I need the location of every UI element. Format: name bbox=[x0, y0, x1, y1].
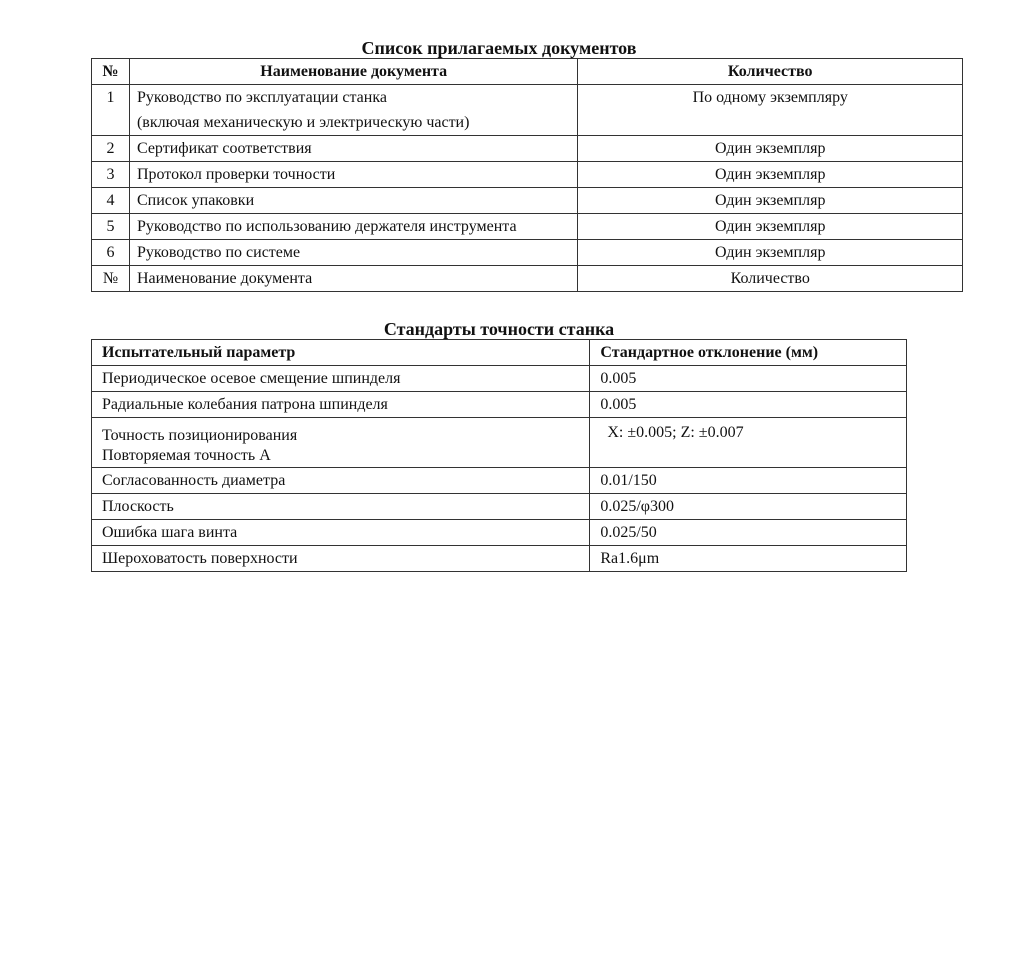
row-name: Протокол проверки точности bbox=[129, 162, 577, 188]
table-row bbox=[92, 188, 963, 214]
header-param: Испытательный параметр bbox=[92, 340, 590, 366]
row-num: 2 bbox=[92, 136, 130, 162]
row-num: 1 bbox=[92, 85, 130, 136]
row-param bbox=[92, 418, 590, 468]
table-row bbox=[92, 266, 963, 292]
docs-section-title: Список прилагаемых документов bbox=[361, 38, 637, 58]
row-value: 0.01/150 bbox=[590, 468, 907, 494]
row-num: 5 bbox=[92, 214, 130, 240]
row-name-line: Руководство по эксплуатации станка bbox=[136, 89, 387, 106]
row-param: Ошибка шага винта bbox=[92, 520, 590, 546]
table-row bbox=[92, 366, 907, 392]
table-row bbox=[92, 418, 907, 468]
row-value: 0.025/50 bbox=[590, 520, 907, 546]
table-row bbox=[92, 520, 907, 546]
header-num: № bbox=[92, 59, 130, 85]
row-num: 4 bbox=[92, 188, 130, 214]
row-param: Согласованность диаметра bbox=[92, 468, 590, 494]
row-name bbox=[129, 85, 577, 136]
accuracy-section-title: Стандарты точности станка bbox=[383, 319, 615, 339]
table-row bbox=[92, 546, 907, 572]
row-value: 0.005 bbox=[590, 366, 907, 392]
row-value: 0.005 bbox=[590, 392, 907, 418]
header-name: Наименование документа bbox=[129, 59, 577, 85]
documents-table bbox=[91, 58, 963, 292]
row-value: X: ±0.005; Z: ±0.007 bbox=[590, 418, 907, 468]
table-row bbox=[92, 468, 907, 494]
row-param-line: Повторяемая точность A bbox=[102, 447, 271, 464]
row-value: 0.025/φ300 bbox=[590, 494, 907, 520]
table-row bbox=[92, 214, 963, 240]
row-name: Наименование документа bbox=[129, 266, 577, 292]
table-row bbox=[92, 162, 963, 188]
row-name: Руководство по использованию держателя инструмента bbox=[129, 214, 577, 240]
table-header-row bbox=[92, 59, 963, 85]
row-name: Руководство по системе bbox=[129, 240, 577, 266]
row-name-line: (включая механическую и электрическую части) bbox=[136, 114, 470, 131]
table-row bbox=[92, 85, 963, 136]
row-param: Шероховатость поверхности bbox=[92, 546, 590, 572]
row-num: 6 bbox=[92, 240, 130, 266]
table-row bbox=[92, 136, 963, 162]
row-param: Периодическое осевое смещение шпинделя bbox=[92, 366, 590, 392]
row-qty: Один экземпляр bbox=[578, 136, 963, 162]
row-name: Сертификат соответствия bbox=[129, 136, 577, 162]
row-value: Ra1.6μm bbox=[590, 546, 907, 572]
row-param: Радиальные колебания патрона шпинделя bbox=[92, 392, 590, 418]
row-param: Плоскость bbox=[92, 494, 590, 520]
table-row bbox=[92, 240, 963, 266]
table-row bbox=[92, 392, 907, 418]
row-param-line: Точность позиционирования bbox=[102, 427, 298, 444]
row-num: № bbox=[92, 266, 130, 292]
row-qty: По одному экземпляру bbox=[578, 85, 963, 136]
row-qty: Один экземпляр bbox=[578, 214, 963, 240]
table-header-row bbox=[92, 340, 907, 366]
header-qty: Количество bbox=[578, 59, 963, 85]
row-name: Список упаковки bbox=[129, 188, 577, 214]
row-num: 3 bbox=[92, 162, 130, 188]
row-qty: Один экземпляр bbox=[578, 188, 963, 214]
row-qty: Количество bbox=[578, 266, 963, 292]
accuracy-table bbox=[91, 339, 907, 572]
table-row bbox=[92, 494, 907, 520]
row-qty: Один экземпляр bbox=[578, 162, 963, 188]
row-qty: Один экземпляр bbox=[578, 240, 963, 266]
header-value: Стандартное отклонение (мм) bbox=[590, 340, 907, 366]
